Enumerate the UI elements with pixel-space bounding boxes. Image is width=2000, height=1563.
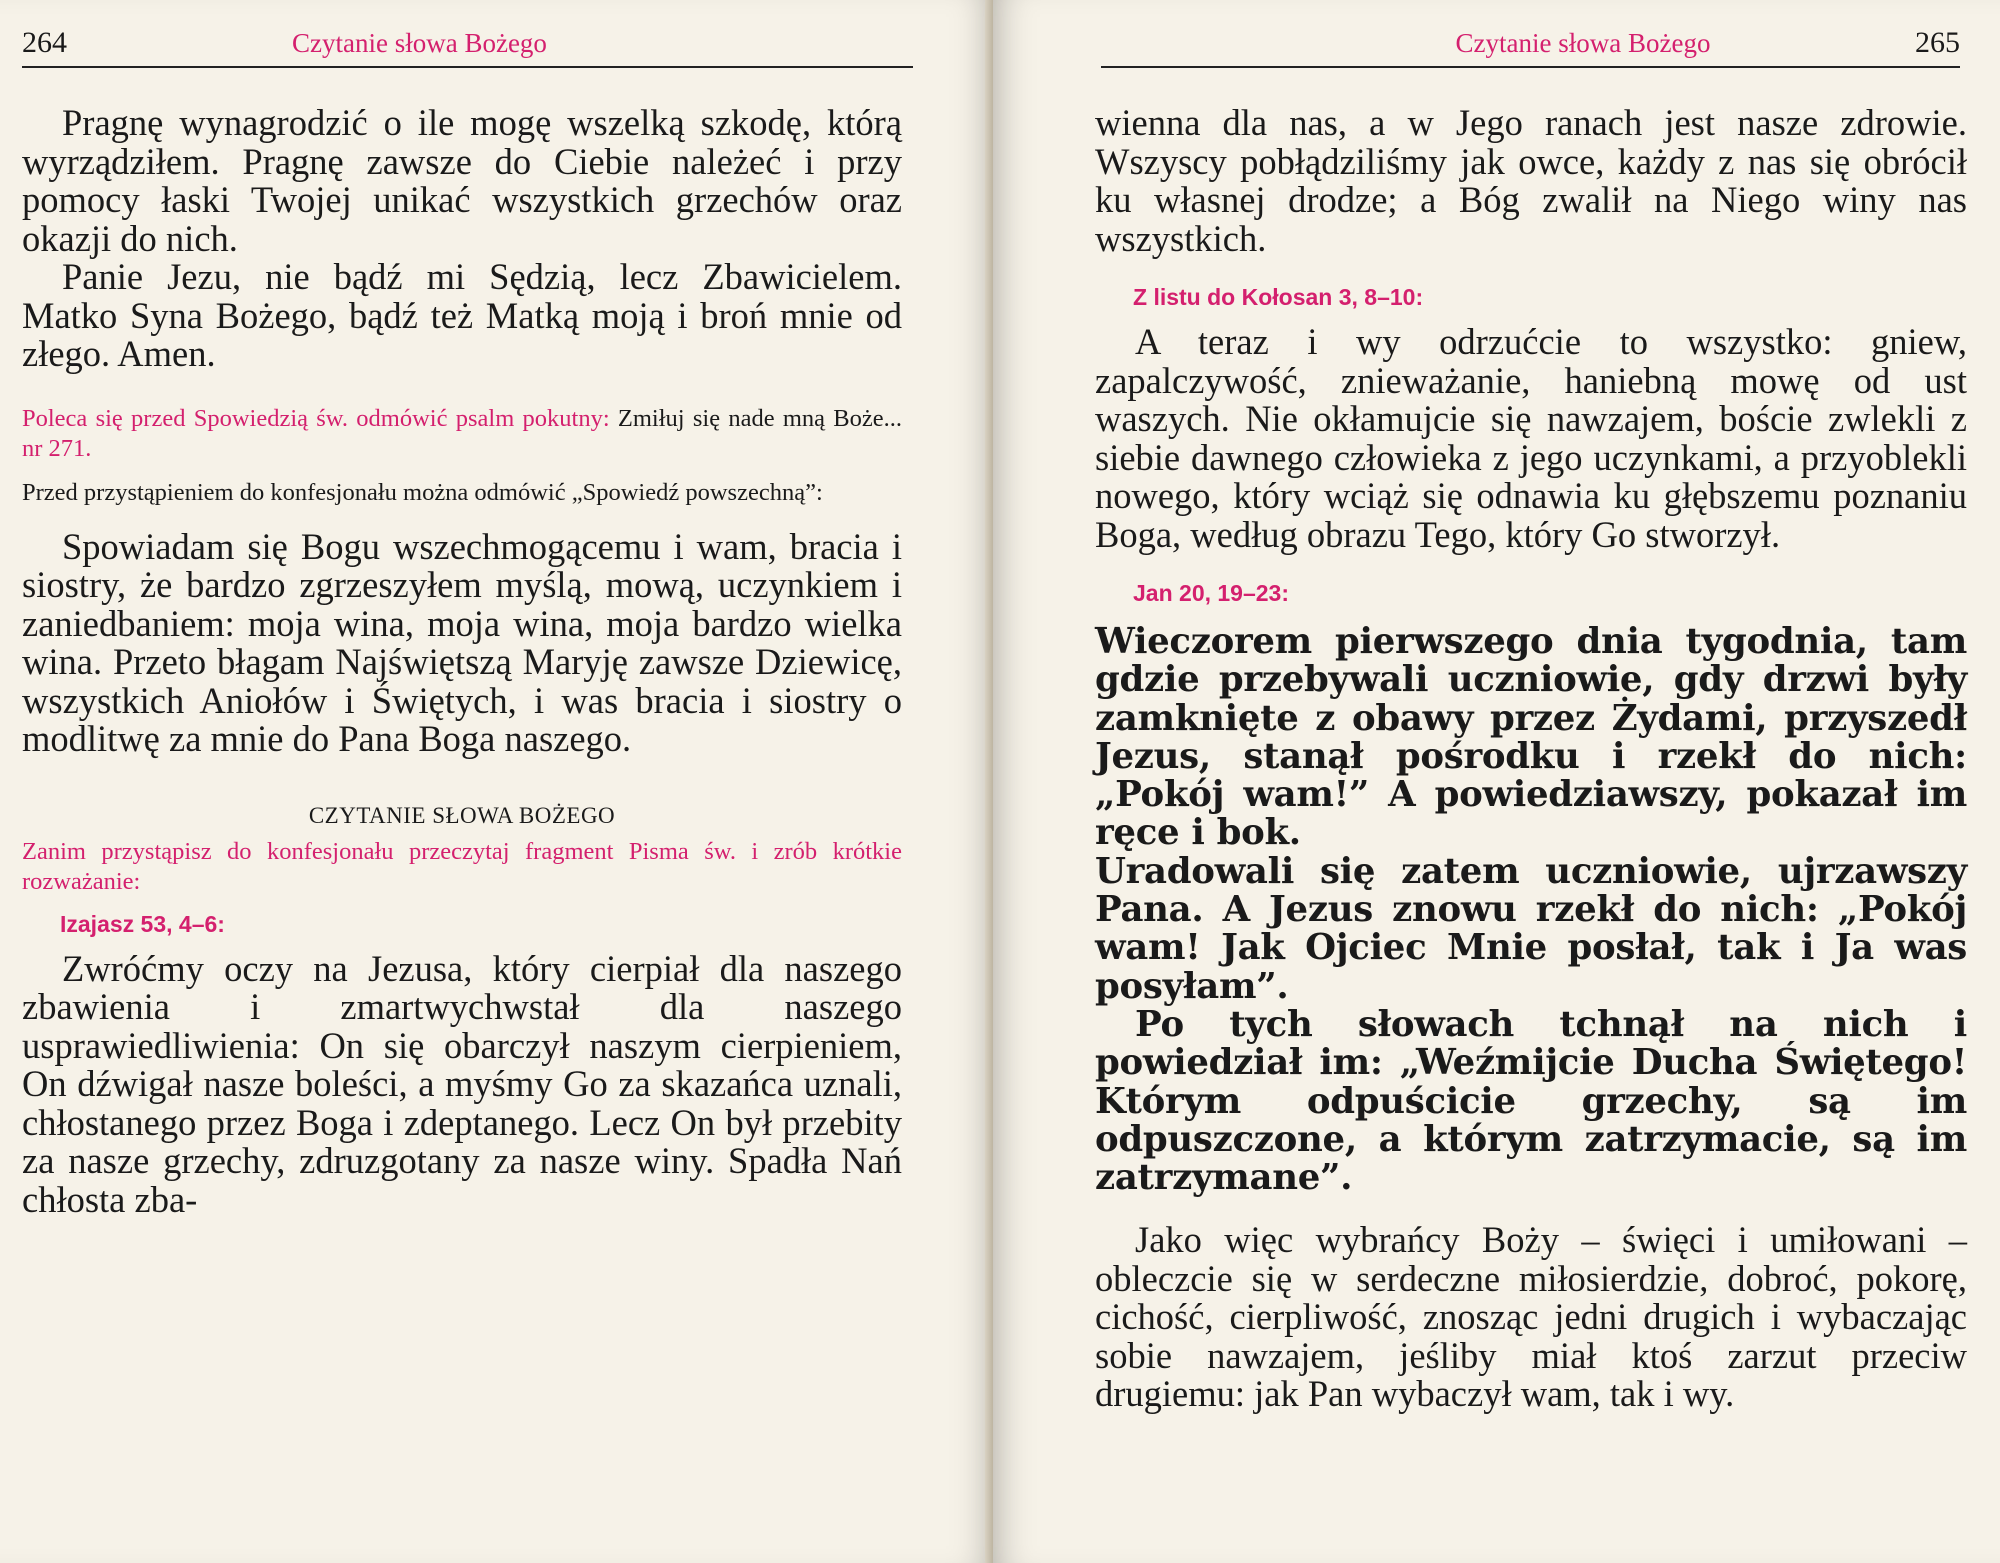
psalm-note-instruction: Poleca się przed Spowiedzią św. odmówić psalm pokutny: bbox=[22, 404, 610, 432]
confiteor-prayer: Spowiadam się Bogu wszechmogącemu i wam, bracia i siostry, że bardzo zgrzeszyłem myślą, mową, uczynkiem i zaniedbaniem: moja wina, moja wina, moja bardzo wielka wina. Przeto błagam Najświętszą Maryję zawsze Dziewicę, wszystkich Aniołów i Świętych, i was bracia i siostry o modlitwę za mnie do Pana Boga naszego. bbox=[22, 525, 902, 759]
scripture-text: wienna dla nas, a w Jego ranach jest nasze zdrowie. Wszyscy pobłądziliśmy jak owce, każdy z nas się obrócił ku własnej drodze; a Bóg zwalił na Niego winy nas wszystkich. bbox=[1095, 102, 1967, 259]
left-page bbox=[0, 0, 993, 1563]
left-page-content bbox=[22, 104, 902, 1219]
psalm-note-title: Zmiłuj się nade mną Boże... bbox=[609, 404, 902, 432]
section-heading: CZYTANIE SŁOWA BOŻEGO bbox=[308, 802, 616, 828]
scripture-reference: Izajasz 53, 4–6: bbox=[60, 910, 225, 937]
scripture-text: A teraz i wy odrzućcie to wszystko: gniew, zapalczywość, znieważanie, haniebną mowę od ust waszych. Nie okłamujcie się nawzajem, boście zwlekli z siebie dawnego człowieka z jego uczynkami, a przyoblekli nowego, który wciąż się odnawia ku głębszemu poznaniu Boga, według obrazu Tego, który Go stworzył. bbox=[1095, 321, 1967, 555]
header-rule bbox=[1101, 66, 1960, 68]
scripture-reference: Jan 20, 19–23: bbox=[1133, 580, 1290, 606]
scripture-reference: Z listu do Kołosan 3, 8–10: bbox=[1133, 284, 1424, 310]
reading-instruction: Zanim przystąpisz do konfesjonału przeczytaj fragment Pisma św. i zrób krótkie rozważanie: bbox=[22, 837, 902, 895]
running-title: Czytanie słowa Bożego bbox=[1455, 27, 1711, 58]
running-title: Czytanie słowa Bożego bbox=[292, 27, 547, 58]
right-page bbox=[993, 0, 2000, 1563]
psalm-note bbox=[22, 404, 902, 464]
confession-note: Przed przystąpieniem do konfesjonału można odmówić „Spowiedź powszechną”: bbox=[22, 478, 823, 506]
left-page-header bbox=[22, 18, 913, 68]
scripture-text: Zwróćmy oczy na Jezusa, który cierpiał dla naszego zbawienia i zmartwychwstał dla naszego usprawiedliwienia: On się obarczył naszym cierpieniem, On dźwigał nasze boleści, a myśmy Go za skazańca uznali, chłostanego przez Boga i zdeptanego. Lecz On był przebity za nasze grzechy, zdruzgotany za nasze winy. Spadła Nań chłosta zba- bbox=[22, 947, 902, 1220]
gospel-text: Wieczorem pierwszego dnia tygodnia, tam gdzie przebywali uczniowie, gdy drzwi były zamknięte z obawy przez Żydami, przyszedł Jezus, stanął pośrodku i rzekł do nich: „Pokój wam!” A powiedziawszy, pokazał im ręce i bok. bbox=[1095, 621, 1967, 854]
prayer-paragraph: Panie Jezu, nie bądź mi Sędzią, lecz Zbawicielem. Matko Syna Bożego, bądź też Matką moją i broń mnie od złego. Amen. bbox=[22, 256, 902, 374]
header-rule bbox=[22, 66, 913, 68]
page-number: 265 bbox=[1915, 26, 1960, 59]
right-page-content bbox=[1095, 104, 1967, 1414]
prayer-paragraph: Pragnę wynagrodzić o ile mogę wszelką szkodę, którą wyrządziłem. Pragnę zawsze do Ciebie należeć i przy pomocy łaski Twojej unikać wszystkich grzechów oraz okazji do nich. bbox=[22, 102, 902, 259]
right-page-header bbox=[1101, 18, 1960, 68]
page-number: 264 bbox=[22, 26, 67, 59]
psalm-note-reference: nr 271. bbox=[22, 434, 92, 462]
gospel-text: Uradowali się zatem uczniowie, ujrzawszy Pana. A Jezus znowu rzekł do nich: „Pokój wam! Jak Ojciec Mnie posłał, tak i Ja was posyłam”. bbox=[1095, 850, 1967, 1007]
scripture-text: Jako więc wybrańcy Boży – święci i umiłowani – obleczcie się w serdeczne miłosierdzie, dobroć, pokorę, cichość, cierpliwość, znosząc jedni drugich i wybaczając sobie nawzajem, jeśliby miał ktoś zarzut przeciw drugiemu: jak Pan wybaczył wam, tak i wy. bbox=[1095, 1219, 1967, 1415]
gospel-text: Po tych słowach tchnął na nich i powiedział im: „Weźmijcie Ducha Świętego! Którym odpuścicie grzechy, są im odpuszczone, a którym zatrzymacie, są im zatrzymane”. bbox=[1095, 1003, 1967, 1199]
